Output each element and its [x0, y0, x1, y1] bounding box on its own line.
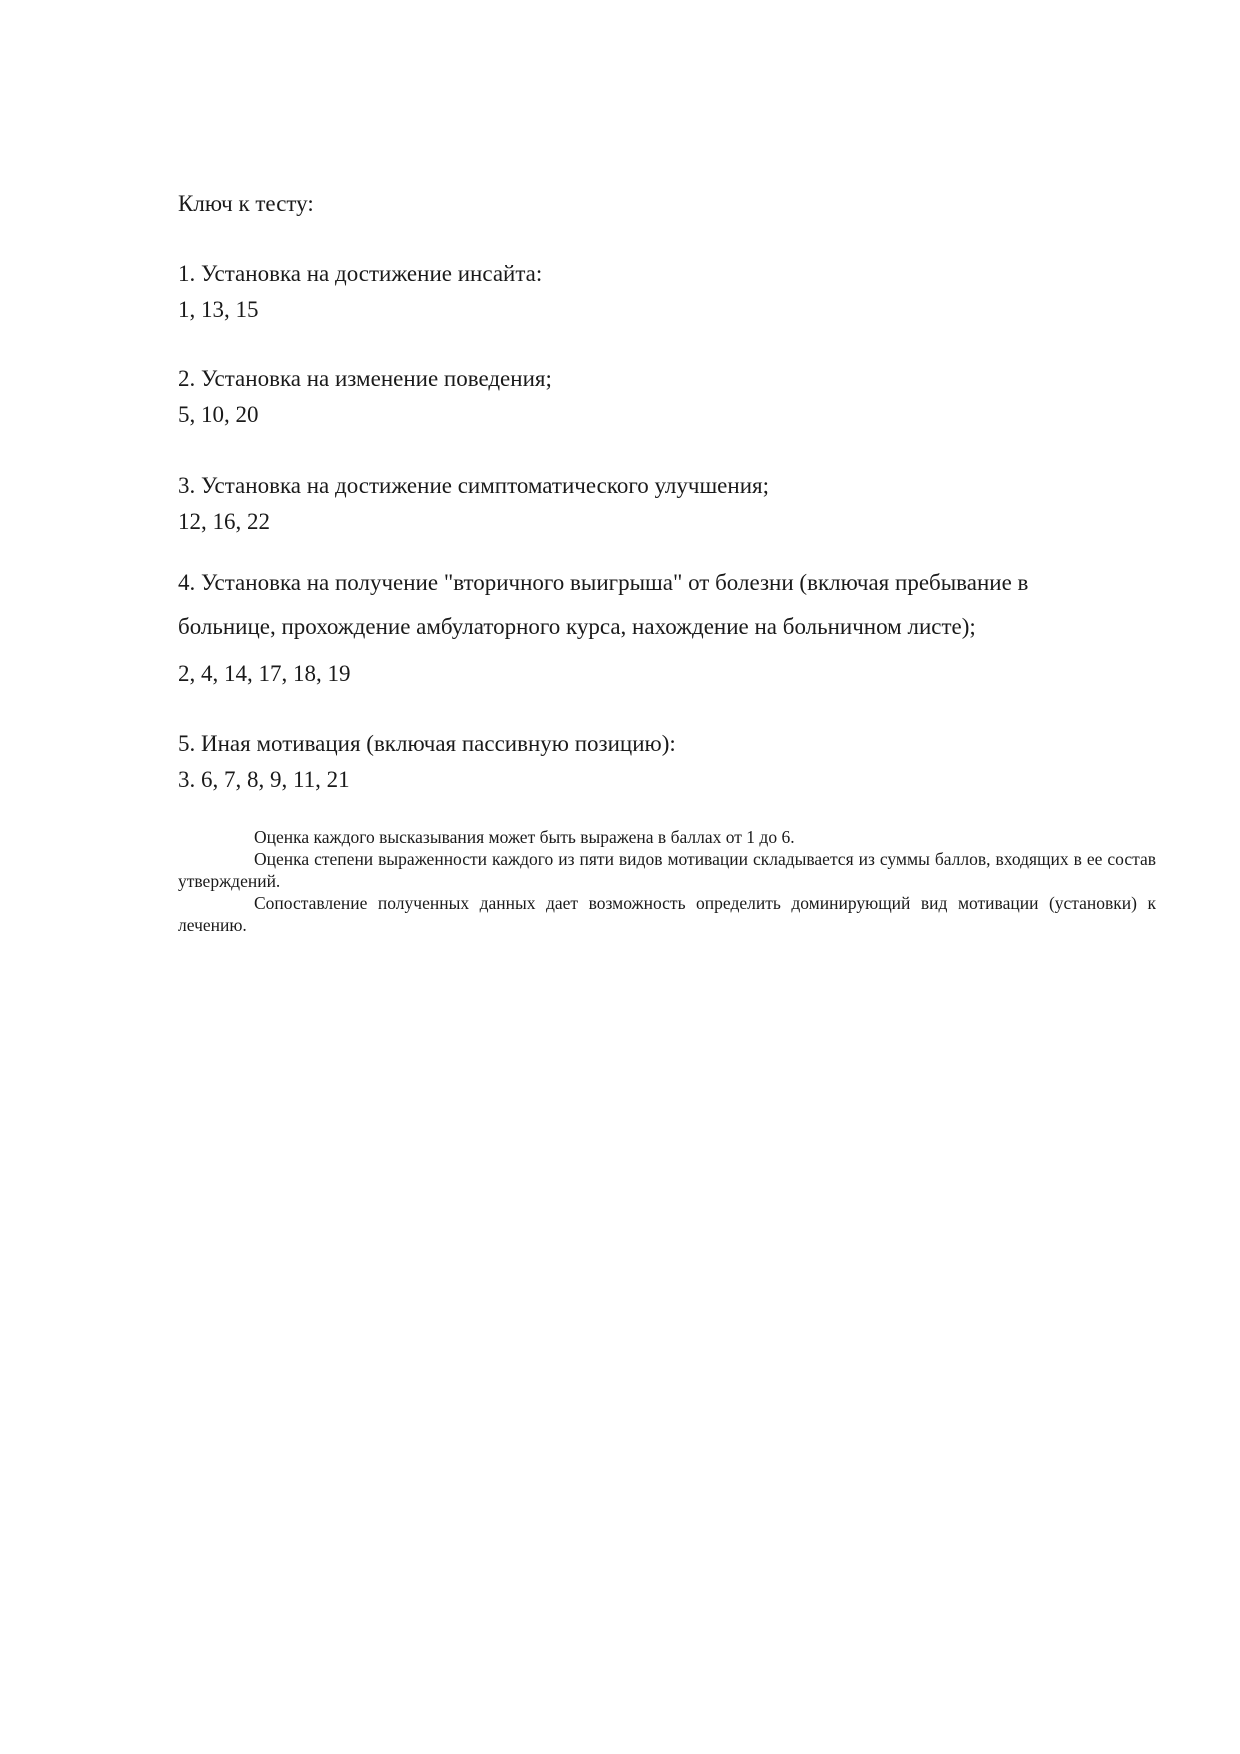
section-5-title: 5. Иная мотивация (включая пассивную позицию):	[178, 731, 676, 756]
section-4-title-line1: 4. Установка на получение "вторичного выигрыша" от болезни (включая пребывание в	[178, 570, 1029, 595]
section-5-items: 3. 6, 7, 8, 9, 11, 21	[178, 767, 350, 792]
section-3-title: 3. Установка на достижение симптоматического улучшения;	[178, 473, 769, 498]
section-3-items: 12, 16, 22	[178, 509, 270, 534]
section-1-title: 1. Установка на достижение инсайта:	[178, 261, 543, 286]
section-2-title: 2. Установка на изменение поведения;	[178, 366, 552, 391]
test-key-heading: Ключ к тесту:	[178, 191, 314, 216]
scoring-notes	[178, 826, 1156, 936]
section-1-items: 1, 13, 15	[178, 297, 259, 322]
section-4-title-line2: больнице, прохождение амбулаторного курса, нахождение на больничном листе);	[178, 614, 976, 639]
section-4-items: 2, 4, 14, 17, 18, 19	[178, 661, 351, 686]
section-2-items: 5, 10, 20	[178, 402, 259, 427]
scoring-note-2: Оценка степени выраженности каждого из пяти видов мотивации складывается из суммы баллов, входящих в ее состав утверждений.	[178, 849, 1156, 891]
scoring-note-3: Сопоставление полученных данных дает возможность определить доминирующий вид мотивации (установки) к лечению.	[178, 893, 1156, 935]
scoring-note-1: Оценка каждого высказывания может быть выражена в баллах от 1 до 6.	[254, 827, 795, 847]
